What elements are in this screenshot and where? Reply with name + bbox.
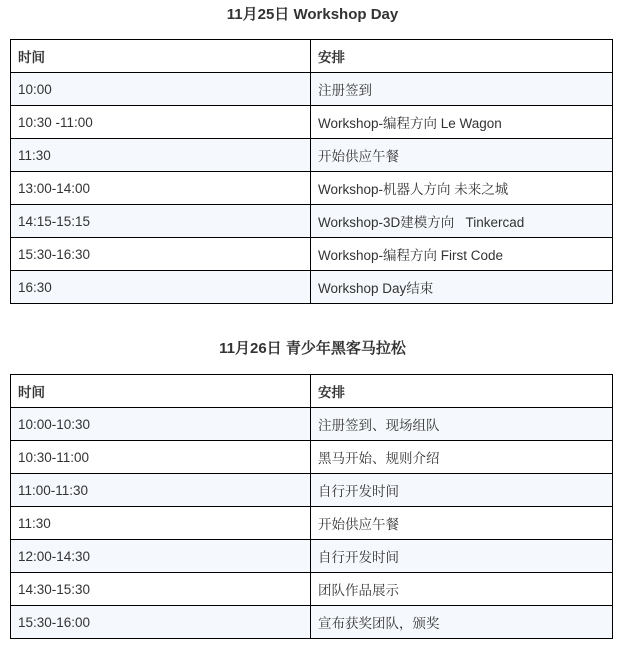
- table-row: [11, 540, 613, 573]
- time-cell: 11:30: [11, 139, 311, 172]
- table-row: [11, 172, 613, 205]
- plan-cell: Workshop-3D建模方向 Tinkercad: [311, 205, 613, 238]
- plan-cell: Workshop Day结束: [311, 271, 613, 304]
- table-row: [11, 106, 613, 139]
- time-cell: 10:00-10:30: [11, 408, 311, 441]
- time-cell: 10:00: [11, 73, 311, 106]
- plan-cell: 黑马开始、规则介绍: [311, 441, 613, 474]
- plan-cell: 团队作品展示: [311, 573, 613, 606]
- time-cell: 13:00-14:00: [11, 172, 311, 205]
- time-cell: 14:30-15:30: [11, 573, 311, 606]
- table-row: [11, 606, 613, 639]
- plan-cell: 自行开发时间: [311, 474, 613, 507]
- table-row: [11, 139, 613, 172]
- time-cell: 15:30-16:00: [11, 606, 311, 639]
- plan-column-header: 安排: [311, 40, 613, 73]
- time-cell: 15:30-16:30: [11, 238, 311, 271]
- workshop-day-title: 11月25日 Workshop Day: [226, 6, 399, 23]
- plan-cell: 注册签到、现场组队: [311, 408, 613, 441]
- time-cell: 11:00-11:30: [11, 474, 311, 507]
- table-row: [11, 271, 613, 304]
- time-cell: 16:30: [11, 271, 311, 304]
- table-row: [11, 573, 613, 606]
- time-cell: 14:15-15:15: [11, 205, 311, 238]
- plan-cell: Workshop-机器人方向 未来之城: [311, 172, 613, 205]
- hackathon-schedule-table: [10, 374, 613, 639]
- workshop-day-schedule-table: [10, 39, 613, 304]
- time-column-header: 时间: [11, 40, 311, 73]
- time-cell: 12:00-14:30: [11, 540, 311, 573]
- table-row: [11, 238, 613, 271]
- time-cell: 11:30: [11, 507, 311, 540]
- plan-cell: Workshop-编程方向 First Code: [311, 238, 613, 271]
- time-column-header: 时间: [11, 375, 311, 408]
- plan-cell: 开始供应午餐: [311, 507, 613, 540]
- time-cell: 10:30-11:00: [11, 441, 311, 474]
- plan-cell: 开始供应午餐: [311, 139, 613, 172]
- time-cell: 10:30 -11:00: [11, 106, 311, 139]
- table-row: [11, 73, 613, 106]
- table-row: [11, 205, 613, 238]
- plan-cell: Workshop-编程方向 Le Wagon: [311, 106, 613, 139]
- plan-column-header: 安排: [311, 375, 613, 408]
- plan-cell: 自行开发时间: [311, 540, 613, 573]
- hackathon-day-title: 11月26日 青少年黑客马拉松: [219, 340, 406, 357]
- plan-cell: 宣布获奖团队，颁奖: [311, 606, 613, 639]
- table-row: [11, 441, 613, 474]
- table-header-row: [11, 375, 613, 408]
- table-row: [11, 507, 613, 540]
- table-header-row: [11, 40, 613, 73]
- plan-cell: 注册签到: [311, 73, 613, 106]
- table-row: [11, 474, 613, 507]
- table-row: [11, 408, 613, 441]
